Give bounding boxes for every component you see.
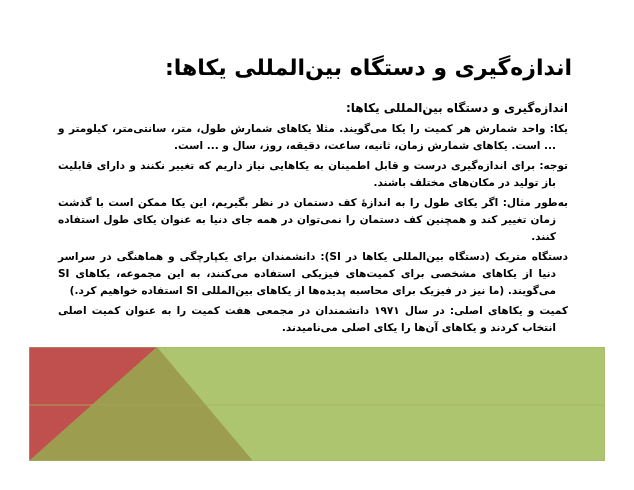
slide-title: اندازه‌گیری و دستگاه بین‌المللی یکاها: bbox=[164, 56, 572, 81]
paragraph-example: به‌طور مثال: اگر یکای طول را به اندازهٔ کف دستمان در نظر بگیریم، این یکا ممکن است با گذشت زمان تغییر کند و همچنین کف دستمان را نمی‌توان در همه جای دنیا به عنوان یکای طول استفاده کنند. bbox=[58, 197, 568, 243]
subheading: اندازه‌گیری و دستگاه بین‌المللی یکاها: bbox=[345, 101, 568, 115]
slide-content bbox=[58, 100, 568, 340]
decorative-triangles-graphic bbox=[29, 347, 605, 461]
paragraph-note: توجه: برای اندازه‌گیری درست و قابل اطمینان به یکاهایی نیاز داریم که تغییر نکنند و دارای قابلیت باز تولید در مکان‌های مختلف باشند. bbox=[58, 160, 568, 189]
paragraph-unit-definition: یکا: واحد شمارش هر کمیت را یکا می‌گویند. مثلا یکاهای شمارش طول، متر، سانتی‌متر، کیلومتر و ... است. یکاهای شمارش زمان، ثانیه، ساعت، دقیقه، روز، سال و ... است. bbox=[58, 123, 568, 152]
decorative-banner bbox=[29, 347, 605, 461]
paragraph-metric-system: دستگاه متریک (دستگاه بین‌المللی یکاها در SI): دانشمندان برای یکپارچگی و هماهنگی در سراسر دنیا از یکاهای مشخصی برای کمیت‌های فیزیکی استفاده می‌کنند، به این مجموعه، یکاهای SI می‌گویند. (ما نیز در فیزیک برای محاسبه پدیده‌ها از یکاهای بین‌المللی SI استفاده خواهیم کرد.) bbox=[58, 251, 568, 297]
paragraph-base-quantities: کمیت و یکاهای اصلی: در سال ۱۹۷۱ دانشمندان در مجمعی هفت کمیت را به عنوان کمیت اصلی انتخاب کردند و یکاهای آن‌ها را یکای اصلی می‌نامیدند. bbox=[58, 305, 568, 334]
